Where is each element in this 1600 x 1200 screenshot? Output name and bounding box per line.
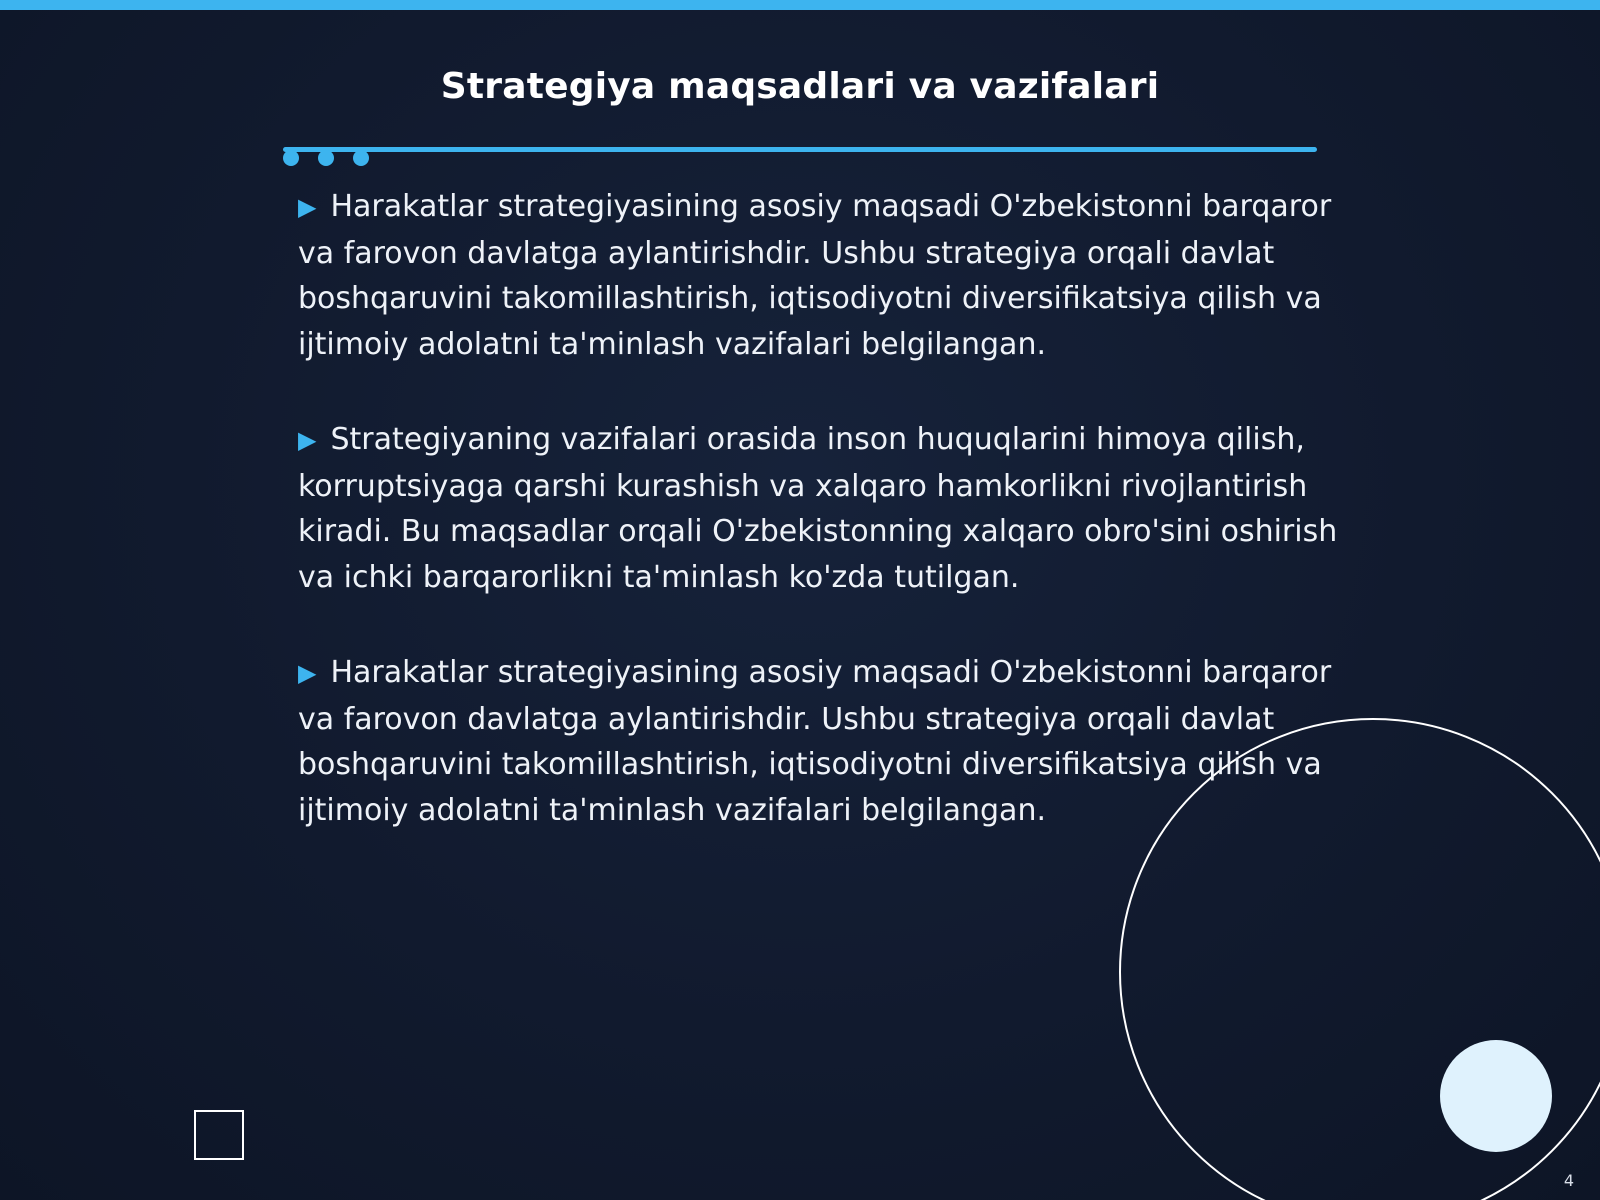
bullet-list bbox=[298, 184, 1338, 883]
bullet-item bbox=[298, 184, 1338, 367]
bullet-text: Strategiyaning vazifalari orasida inson huquqlarini himoya qilish, korruptsiyaga qarshi kurashish va xalqaro hamkorlikni rivojlantirish kiradi. Bu maqsadlar orqali O'zbekistonning xalqaro obro'sini oshirish va ichki barqarorlikni ta'minlash ko'zda tutilgan. bbox=[298, 422, 1338, 595]
bullet-text: Harakatlar strategiyasining asosiy maqsadi O'zbekistonni barqaror va farovon davlatga aylantirishdir. Ushbu strategiya orqali davlat boshqaruvini takomillashtirish, iqtisodiyotni diversifikatsiya qilish va ijtimoiy adolatni ta'minlash vazifalari belgilangan. bbox=[298, 189, 1332, 362]
bullet-item bbox=[298, 417, 1338, 600]
bullet-text: Harakatlar strategiyasining asosiy maqsadi O'zbekistonni barqaror va farovon davlatga aylantirishdir. Ushbu strategiya orqali davlat boshqaruvini takomillashtirish, iqtisodiyotni diversifikatsiya qilish va ijtimoiy adolatni ta'minlash vazifalari belgilangan. bbox=[298, 655, 1332, 828]
slide-title: Strategiya maqsadlari va vazifalari bbox=[440, 66, 1160, 107]
play-triangle-icon: ▶ bbox=[298, 426, 317, 454]
play-triangle-icon: ▶ bbox=[298, 659, 317, 687]
page-number: 4 bbox=[1563, 1171, 1574, 1190]
top-accent-bar bbox=[0, 0, 1600, 10]
decorative-dot bbox=[283, 150, 299, 166]
decorative-square-outline bbox=[194, 1110, 244, 1160]
bullet-item bbox=[298, 650, 1338, 833]
decorative-circle-filled bbox=[1440, 1040, 1552, 1152]
play-triangle-icon: ▶ bbox=[298, 193, 317, 221]
decorative-dot bbox=[318, 150, 334, 166]
title-underline bbox=[283, 147, 1317, 152]
decorative-dot bbox=[353, 150, 369, 166]
